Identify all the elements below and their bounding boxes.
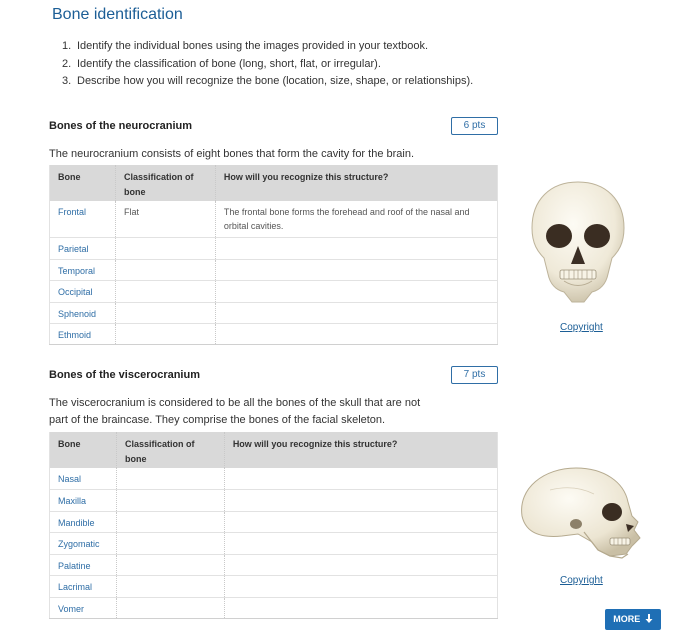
header-recognize: How will you recognize this structure? [215, 165, 497, 201]
header-bone: Bone [50, 165, 116, 201]
bone-name: Palatine [50, 554, 117, 575]
classification-cell[interactable] [115, 237, 215, 259]
copyright-link[interactable]: Copyright [560, 322, 603, 333]
intro-line: part of the braincase. They comprise the bones of the facial skeleton. [49, 414, 386, 426]
instruction-item [62, 56, 473, 74]
classification-cell[interactable] [116, 597, 224, 618]
bone-name: Temporal [50, 259, 116, 280]
recognize-cell[interactable] [215, 259, 497, 280]
intro-line: The viscerocranium is considered to be all the bones of the skull that are not [49, 397, 421, 409]
header-classification: Classification of bone [115, 165, 215, 201]
table-row [50, 575, 498, 597]
classification-cell[interactable] [116, 489, 224, 511]
classification-cell[interactable]: Flat [115, 201, 215, 237]
recognize-cell[interactable] [224, 489, 497, 511]
table-row [50, 323, 498, 344]
recognize-cell[interactable] [224, 511, 497, 532]
classification-cell[interactable] [116, 468, 224, 489]
recognize-cell[interactable]: The frontal bone forms the forehead and roof of the nasal and orbital cavities. [215, 201, 497, 237]
recognize-cell[interactable] [215, 302, 497, 323]
bone-name: Sphenoid [50, 302, 116, 323]
instruction-text: Identify the classification of bone (long, short, flat, or irregular). [77, 57, 381, 70]
table-header-row [50, 165, 498, 201]
neurocranium-points-badge: 6 pts [451, 117, 498, 135]
bone-name: Occipital [50, 280, 116, 302]
bone-name: Mandible [50, 511, 117, 532]
classification-cell[interactable] [115, 323, 215, 344]
bone-name: Vomer [50, 597, 117, 618]
table-header-row [50, 432, 498, 468]
instruction-item [62, 73, 473, 91]
recognize-cell[interactable] [224, 597, 497, 618]
instruction-number: 2. [62, 57, 72, 70]
table-row [50, 280, 498, 302]
arrow-down-icon [645, 614, 653, 623]
viscerocranium-intro [49, 395, 420, 429]
table-row [50, 259, 498, 280]
instruction-number: 1. [62, 40, 72, 52]
classification-cell[interactable] [115, 259, 215, 280]
recognize-cell[interactable] [224, 468, 497, 489]
recognize-cell[interactable] [215, 237, 497, 259]
bone-name: Nasal [50, 468, 117, 489]
bone-name: Parietal [50, 237, 116, 259]
header-recognize: How will you recognize this structure? [224, 432, 497, 468]
skull-front-image [528, 178, 628, 306]
table-row [50, 302, 498, 323]
instruction-text: Describe how you will recognize the bone (location, size, shape, or relationships). [77, 75, 474, 87]
classification-cell[interactable] [116, 554, 224, 575]
classification-cell[interactable] [115, 280, 215, 302]
table-row [50, 532, 498, 554]
bone-name: Ethmoid [50, 323, 116, 344]
header-bone: Bone [50, 432, 117, 468]
viscerocranium-points-badge: 7 pts [451, 366, 498, 384]
instruction-text: Identify the individual bones using the images provided in your textbook. [77, 40, 428, 52]
recognize-cell[interactable] [215, 280, 497, 302]
viscerocranium-table [49, 432, 498, 619]
table-row [50, 489, 498, 511]
recognize-cell[interactable] [224, 532, 497, 554]
bone-name: Lacrimal [50, 575, 117, 597]
page-title: Bone identification [52, 6, 183, 23]
classification-cell[interactable] [115, 302, 215, 323]
instructions-list [62, 38, 473, 91]
neurocranium-table [49, 165, 498, 345]
classification-cell[interactable] [116, 575, 224, 597]
recognize-cell[interactable] [224, 554, 497, 575]
classification-cell[interactable] [116, 532, 224, 554]
classification-cell[interactable] [116, 511, 224, 532]
bone-name: Zygomatic [50, 532, 117, 554]
table-row [50, 511, 498, 532]
table-row [50, 201, 498, 237]
instruction-item [62, 38, 473, 56]
header-classification: Classification of bone [116, 432, 224, 468]
neurocranium-heading: Bones of the neurocranium [49, 120, 193, 132]
skull-side-image [514, 464, 648, 570]
bone-name: Maxilla [50, 489, 117, 511]
recognize-cell[interactable] [215, 323, 497, 344]
more-button-label: MORE [613, 614, 641, 624]
more-button[interactable] [605, 609, 661, 630]
table-row [50, 554, 498, 575]
copyright-link[interactable]: Copyright [560, 575, 603, 586]
viscerocranium-heading: Bones of the viscerocranium [49, 369, 200, 381]
instruction-number: 3. [62, 75, 72, 87]
recognize-cell[interactable] [224, 575, 497, 597]
table-row [50, 468, 498, 489]
neurocranium-intro: The neurocranium consists of eight bones that form the cavity for the brain. [49, 148, 415, 160]
table-row [50, 597, 498, 618]
bone-name: Frontal [50, 201, 116, 237]
table-row [50, 237, 498, 259]
